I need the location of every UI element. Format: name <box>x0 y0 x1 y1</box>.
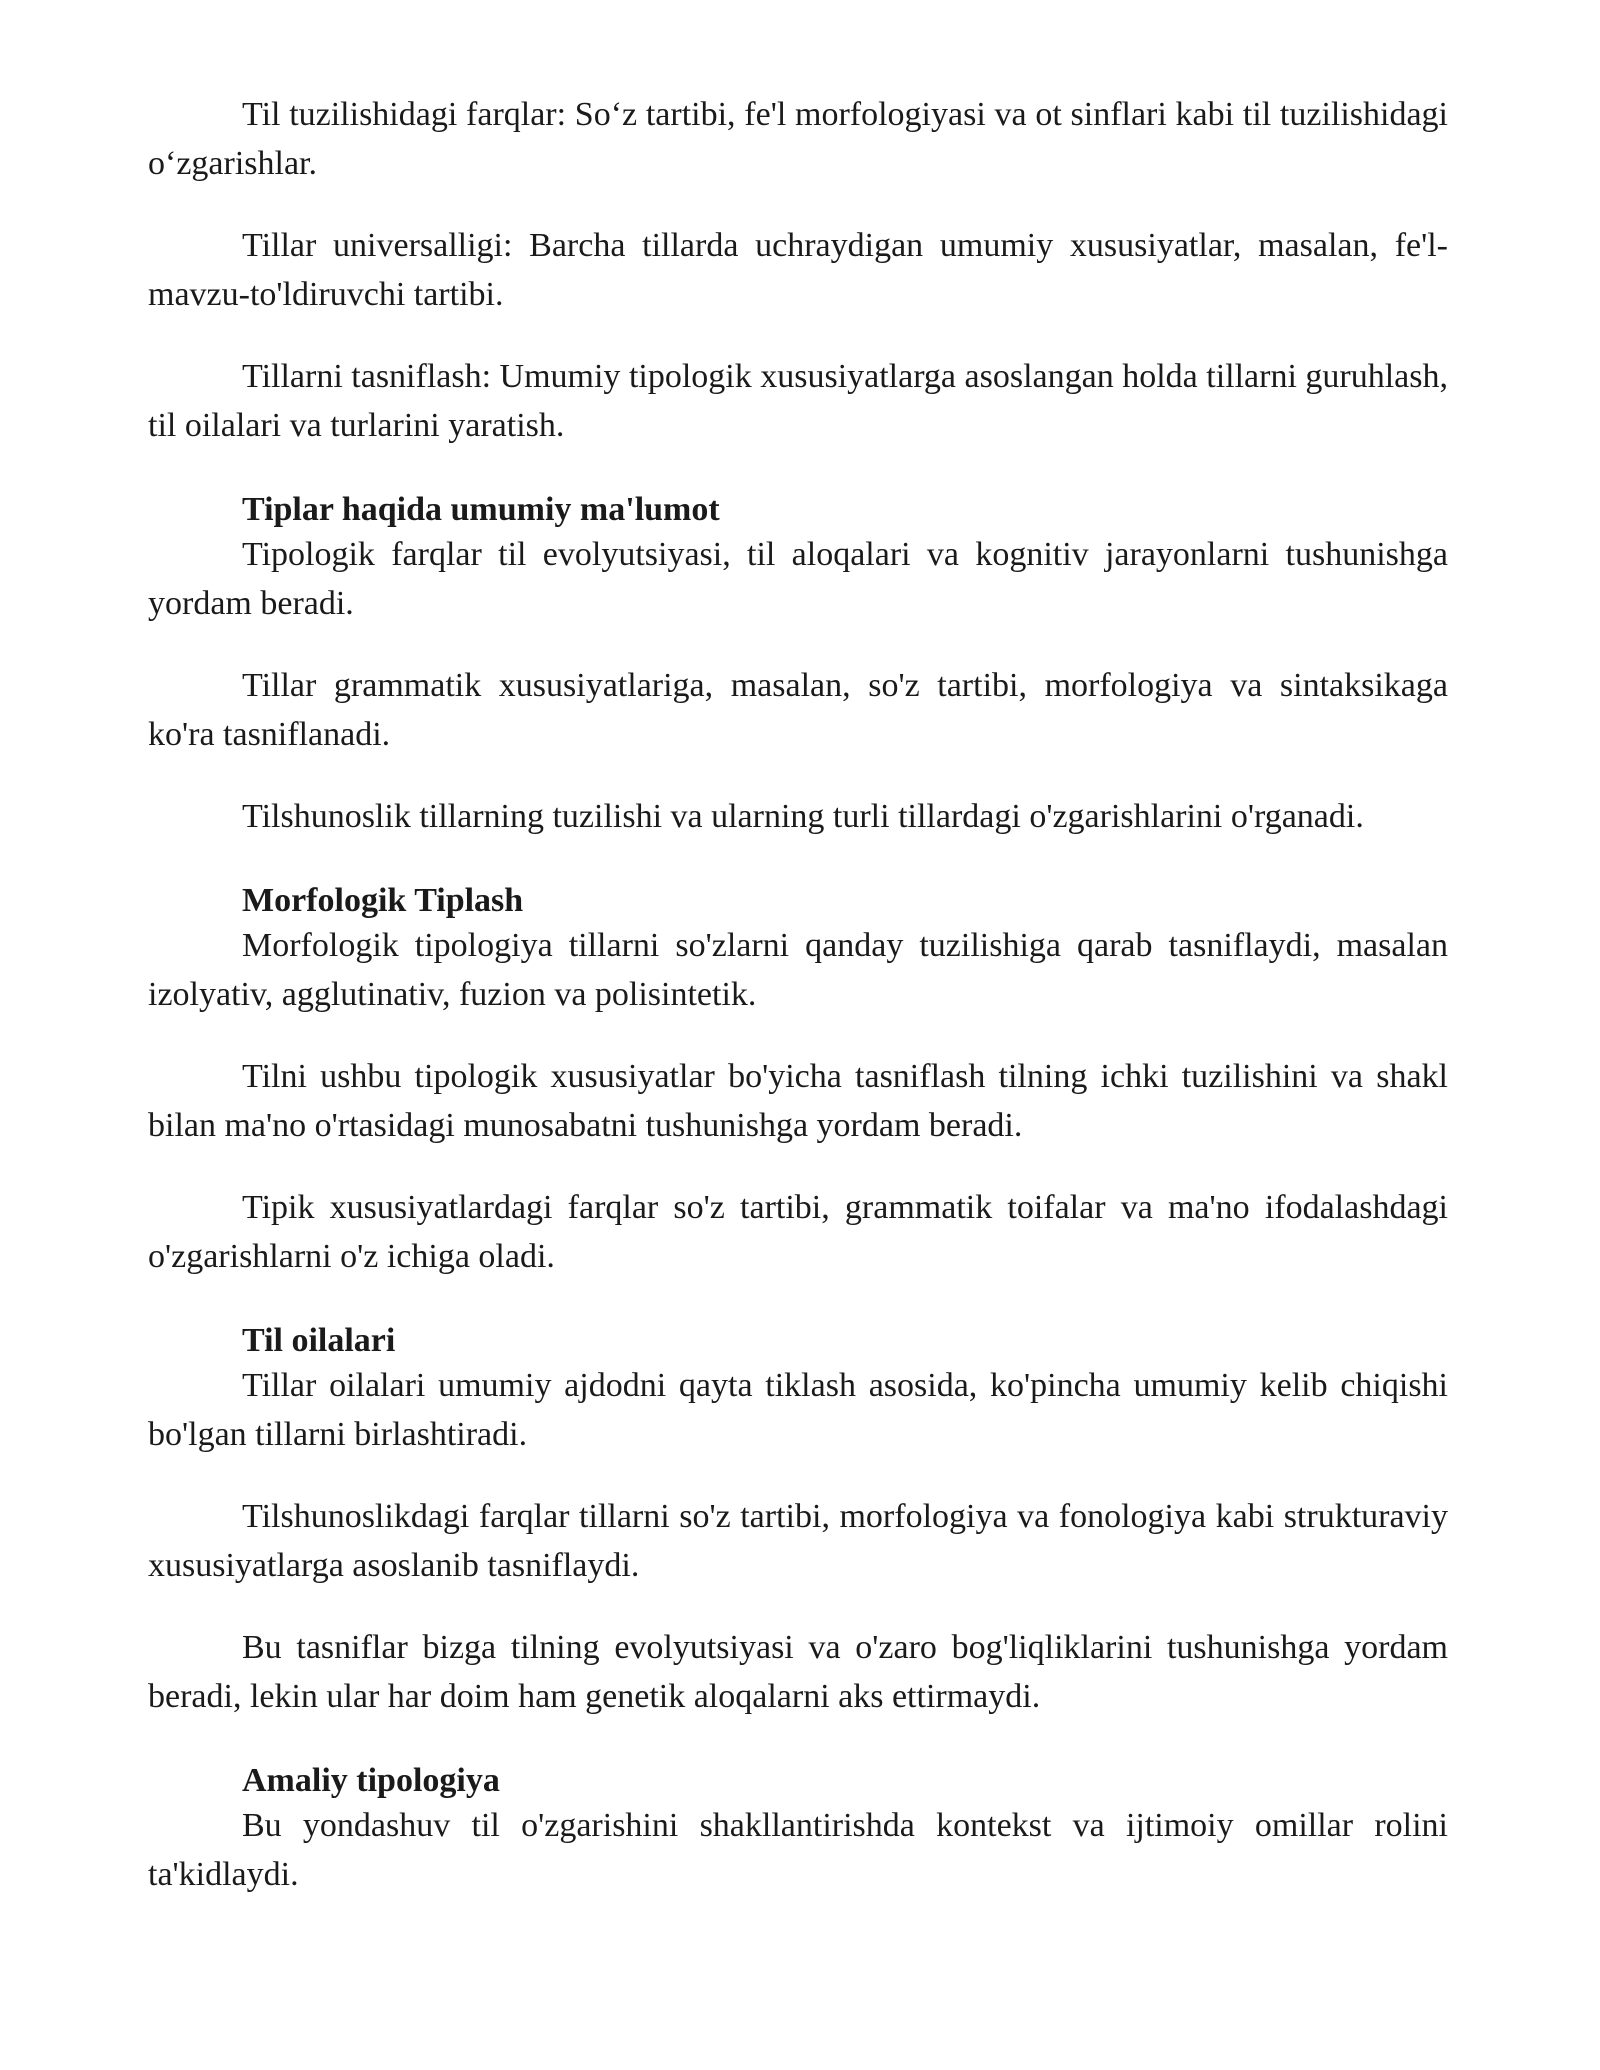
section-heading: Amaliy tipologiya <box>242 1762 500 1799</box>
paragraph: Tillar oilalari umumiy ajdodni qayta tiklash asosida, ko'pincha umumiy kelib chiqishi bo'lgan tillarni birlashtiradi. <box>148 1367 1448 1453</box>
paragraph: Bu tasniflar bizga tilning evolyutsiyasi va o'zaro bog'liqliklarini tushunishga yordam beradi, lekin ular har doim ham genetik aloqalarni aks ettirmaydi. <box>148 1629 1448 1715</box>
intro-block <box>148 90 1448 450</box>
section-morfologik <box>148 881 1448 1281</box>
paragraph: Tilshunoslikdagi farqlar tillarni so'z tartibi, morfologiya va fonologiya kabi strukturaviy xususiyatlarga asoslanib tasniflaydi. <box>148 1498 1448 1584</box>
paragraph: Tillarni tasniflash: Umumiy tipologik xususiyatlarga asoslangan holda tillarni guruhlash, til oilalari va turlarini yaratish. <box>148 358 1448 444</box>
section-heading: Til oilalari <box>242 1322 396 1359</box>
paragraph: Morfologik tipologiya tillarni so'zlarni qanday tuzilishiga qarab tasniflaydi, masalan izolyativ, agglutinativ, fuzion va polisintetik. <box>148 927 1448 1013</box>
section-heading: Tiplar haqida umumiy ma'lumot <box>242 491 720 528</box>
paragraph: Til tuzilishidagi farqlar: So‘z tartibi, fe'l morfologiyasi va ot sinflari kabi til tuzilishidagi o‘zgarishlar. <box>148 96 1448 182</box>
paragraph: Tillar grammatik xususiyatlariga, masalan, so'z tartibi, morfologiya va sintaksikaga ko'ra tasniflanadi. <box>148 667 1448 753</box>
paragraph: Tilshunoslik tillarning tuzilishi va ularning turli tillardagi o'zgarishlarini o'rganadi. <box>242 798 1364 835</box>
section-heading: Morfologik Tiplash <box>242 882 524 919</box>
paragraph: Bu yondashuv til o'zgarishini shakllantirishda kontekst va ijtimoiy omillar rolini ta'kidlaydi. <box>148 1807 1448 1893</box>
paragraph: Tilni ushbu tipologik xususiyatlar bo'yicha tasniflash tilning ichki tuzilishini va shakl bilan ma'no o'rtasidagi munosabatni tushunishga yordam beradi. <box>148 1058 1448 1144</box>
section-amaliy <box>148 1761 1448 1899</box>
paragraph: Tillar universalligi: Barcha tillarda uchraydigan umumiy xususiyatlar, masalan, fe'l-mavzu-to'ldiruvchi tartibi. <box>148 227 1448 313</box>
section-til-oilalari <box>148 1321 1448 1721</box>
paragraph: Tipologik farqlar til evolyutsiyasi, til aloqalari va kognitiv jarayonlarni tushunishga yordam beradi. <box>148 536 1448 622</box>
paragraph: Tipik xususiyatlardagi farqlar so'z tartibi, grammatik toifalar va ma'no ifodalashdagi o'zgarishlarni o'z ichiga oladi. <box>148 1189 1448 1275</box>
document-page <box>148 90 1448 1932</box>
section-tiplar <box>148 490 1448 841</box>
